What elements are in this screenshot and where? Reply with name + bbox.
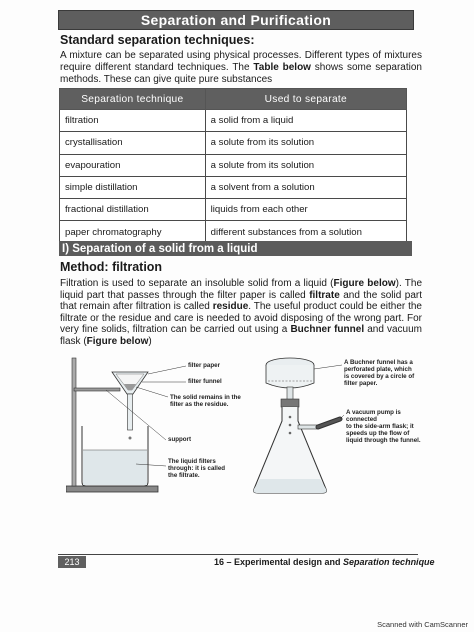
intro-paragraph: A mixture can be separated using physical processes. Different types of mixtures require different standard techniques. The Table below shows some separation methods. These can give quite pure substances — [60, 50, 422, 85]
banner-title: Separation and Purification — [140, 12, 332, 28]
label-filter-funnel: filter funnel — [188, 378, 222, 385]
standard-techniques-heading: Standard separation techniques: — [60, 33, 255, 47]
table-row — [60, 199, 407, 221]
technique-cell: evapouration — [60, 154, 206, 176]
label-buchner-funnel: A Buchner funnel has a perforated plate, which is covered by a circle of filter paper. — [344, 359, 415, 387]
table-row — [60, 154, 407, 176]
header-technique: Separation technique — [60, 89, 206, 110]
header-used-to-separate: Used to separate — [205, 89, 406, 110]
label-filter-paper: filter paper — [188, 362, 220, 369]
page-number: 213 — [58, 556, 86, 568]
label-residue: The solid remains in the filter as the residue. — [170, 394, 241, 408]
separation-table — [59, 88, 407, 244]
table-row — [60, 132, 407, 154]
technique-cell: paper chromatography — [60, 221, 206, 243]
chapter-banner — [58, 10, 414, 30]
use-cell: different substances from a solution — [205, 221, 406, 243]
label-filtrate: The liquid filters through: it is called the filtrate. — [168, 458, 226, 479]
technique-cell: crystallisation — [60, 132, 206, 154]
method-heading: Method: filtration — [60, 260, 163, 274]
table-header-row — [60, 89, 407, 110]
section-heading-bar — [59, 241, 412, 256]
use-cell: a solute from its solution — [205, 154, 406, 176]
buchner-figure — [248, 353, 428, 501]
use-cell: a solvent from a solution — [205, 176, 406, 198]
label-support: support — [168, 436, 192, 443]
section-title: I) Separation of a solid from a liquid — [62, 242, 258, 255]
table-row — [60, 176, 407, 198]
use-cell: a solid from a liquid — [205, 110, 406, 132]
technique-cell: filtration — [60, 110, 206, 132]
use-cell: a solute from its solution — [205, 132, 406, 154]
table-row — [60, 221, 407, 243]
filtration-figure — [66, 352, 256, 500]
label-vacuum-pump: A vacuum pump is connected to the side-arm flask; it speeds up the flow of liquid through the funnel. — [346, 409, 421, 444]
technique-cell: fractional distillation — [60, 199, 206, 221]
footer-title: 16 – Experimental design and Separation technique — [214, 557, 435, 567]
scanner-watermark: Scanned with CamScanner — [377, 620, 468, 629]
filtration-paragraph: Filtration is used to separate an insoluble solid from a liquid (Figure below). The liquid part that passes through the filter paper is called filtrate and the solid part that remain after filtration is called residue. The useful product could be either the filtrate or the residue and care is needed to avoid disposing of the wrong part. For very fine solids, filtration can be carried out using a Buchner funnel and vacuum flask (Figure below) — [60, 278, 423, 347]
technique-cell: simple distillation — [60, 176, 206, 198]
use-cell: liquids from each other — [205, 199, 406, 221]
table-row — [60, 110, 407, 132]
filtration-apparatus-illustration — [66, 352, 256, 500]
